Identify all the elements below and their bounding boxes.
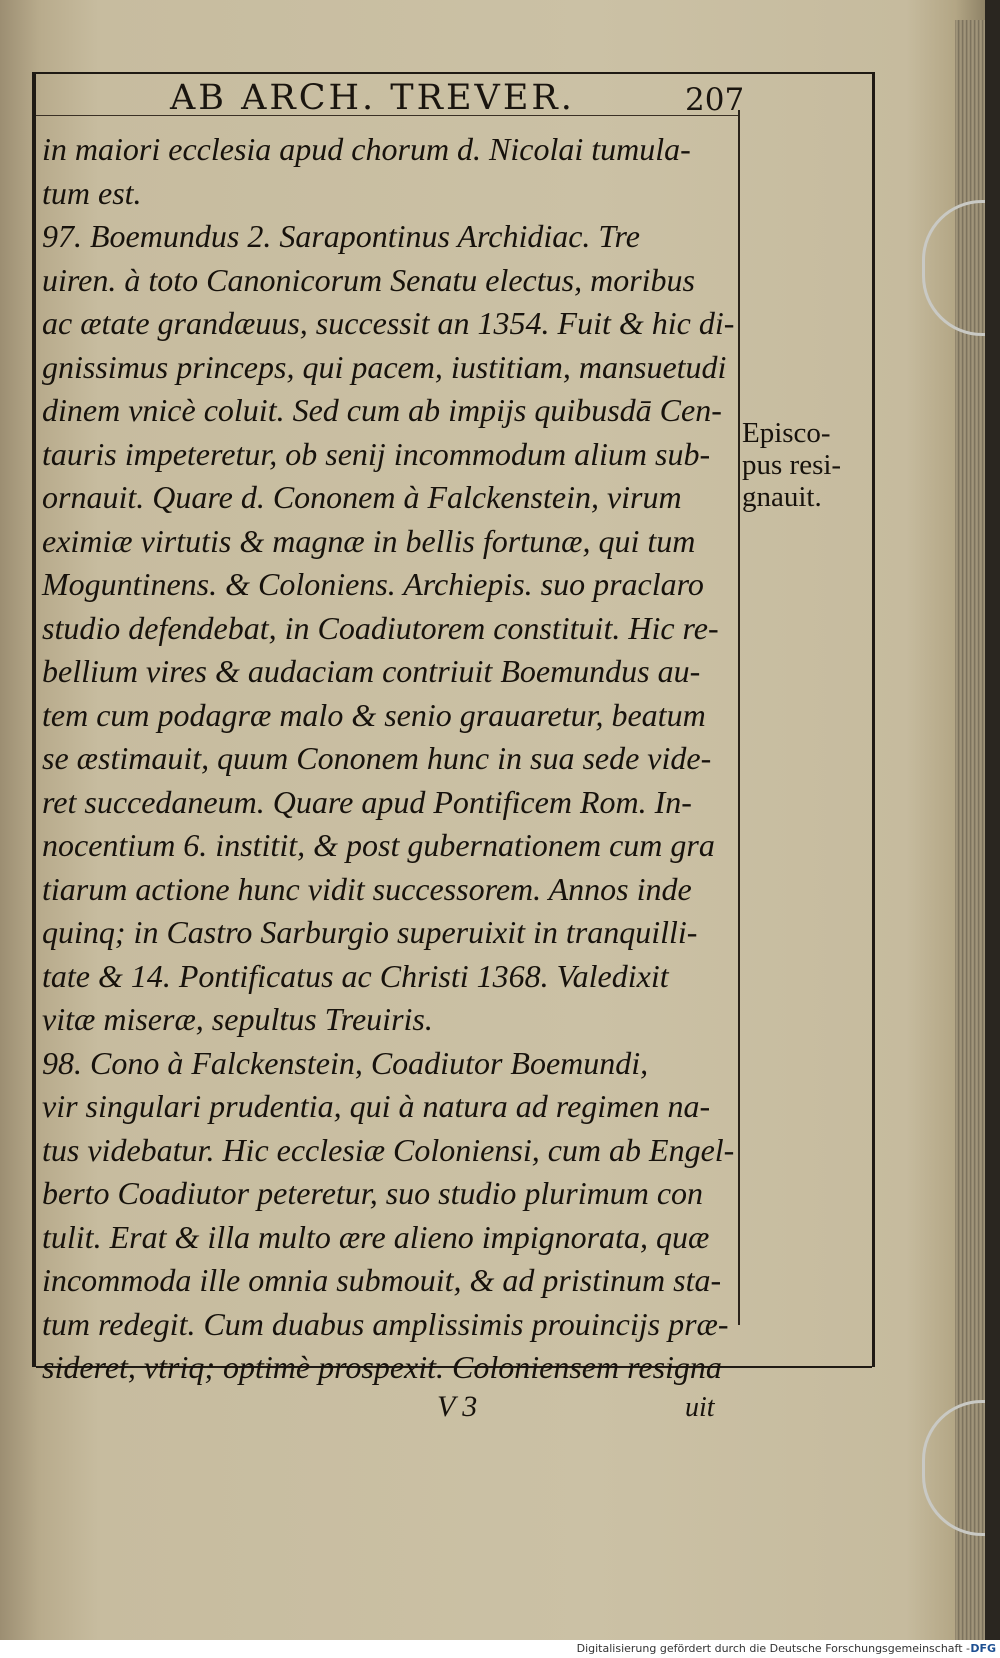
text-line: ornauit. Quare d. Cononem à Falckenstein, virum [42, 479, 682, 515]
margin-note-line: pus resi- [742, 449, 842, 481]
text-line: tiarum actione hunc vidit successorem. Annos inde [42, 870, 692, 907]
text-line: 97. Boemundus 2. Sarapontinus Archidiac. Tre [42, 218, 640, 254]
text-line: tum est. [42, 174, 142, 211]
margin-divider-rule [738, 110, 740, 1325]
margin-note-line: gnauit. [742, 481, 822, 513]
margin-note-line: Episco- [742, 417, 831, 449]
text-line: tem cum podagræ malo & senio grauaretur, beatum [42, 696, 706, 733]
text-line: incommoda ille omnia submouit, & ad pristinum sta- [42, 1262, 722, 1298]
text-line: eximiæ virtutis & magnæ in bellis fortunæ, qui tum [42, 522, 696, 559]
text-line: vitæ miseræ, sepultus Treuiris. [42, 1001, 433, 1037]
text-line: Moguntinens. & Coloniens. Archiepis. suo praclaro [42, 566, 704, 602]
text-line: sideret, vtriq; optimè prospexit. Coloniensem resigna [42, 1349, 722, 1385]
text-line: ac ætate grandæuus, successit an 1354. Fuit & hic di- [42, 305, 735, 341]
text-line: bellium vires & audaciam contriuit Boemundus au- [42, 653, 701, 689]
text-line: uiren. à toto Canonicorum Senatu electus, moribus [42, 261, 695, 298]
text-line: tate & 14. Pontificatus ac Christi 1368. Valedixit [42, 957, 669, 994]
text-line: vir singulari prudentia, qui à natura ad regimen na- [42, 1088, 711, 1124]
text-line: 98. Cono à Falckenstein, Coadiutor Boemundi, [42, 1044, 649, 1081]
text-line: studio defendebat, in Coadiutorem constituit. Hic re- [42, 609, 719, 646]
footer-credit: Digitalisierung gefördert durch die Deutsche Forschungsgemeinschaft - [576, 1642, 970, 1655]
text-line: gnissimus princeps, qui pacem, iustitiam, mansuetudi [42, 348, 727, 385]
frame-left-rule [32, 72, 36, 1367]
text-line: in maiori ecclesia apud chorum d. Nicolai tumula- [42, 131, 691, 167]
text-line: berto Coadiutor peteretur, suo studio plurimum con [42, 1175, 704, 1211]
text-line: tus videbatur. Hic ecclesiæ Coloniensi, cum ab Engel- [42, 1131, 735, 1168]
body-text [42, 128, 735, 1390]
signature-mark: V 3 [437, 1390, 478, 1423]
page-number: 207 [685, 82, 745, 118]
page-clip-bottom [922, 1400, 985, 1536]
text-line: nocentium 6. institit, & post gubernationem cum gra [42, 827, 715, 863]
catchword: uit [685, 1392, 715, 1423]
text-line: quinq; in Castro Sarburgio superuixit in tranquilli- [42, 914, 698, 950]
margin-note [742, 417, 870, 513]
page-clip-top [922, 200, 985, 336]
dfg-logo: DFG [970, 1642, 996, 1655]
text-line: se æstimauit, quum Cononem hunc in sua sede vide- [42, 740, 712, 776]
text-line: ret succedaneum. Quare apud Pontificem Rom. In- [42, 783, 692, 820]
frame-right-rule [872, 72, 875, 1367]
text-line: dinem vnicè coluit. Sed cum ab impijs quibusdā Cen- [42, 392, 722, 428]
text-line: tulit. Erat & illa multo ære alieno impignorata, quæ [42, 1218, 710, 1255]
running-head: AB ARCH. TREVER. [170, 78, 575, 118]
text-line: tauris impeteretur, ob senij incommodum alium sub- [42, 435, 711, 472]
text-line: tum redegit. Cum duabus amplissimis prouincijs præ- [42, 1305, 729, 1342]
